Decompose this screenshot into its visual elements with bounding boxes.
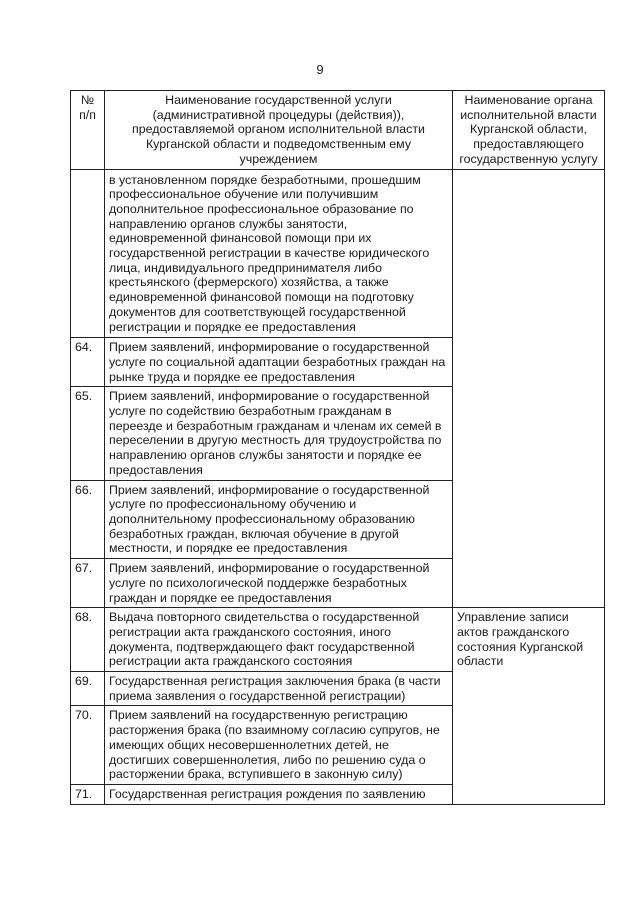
row-num	[71, 169, 105, 338]
header-name: Наименование государственной услуги (административной процедуры (действия)), предоставляемой органом исполнительной власти Курганской области и подведомственным ему учреждением	[105, 91, 453, 170]
row-num: 64.	[71, 338, 105, 387]
row-num: 70.	[71, 706, 105, 785]
row-name: Выдача повторного свидетельства о государственной регистрации акта гражданского состояния, иного документа, подтверждающего факт государственной регистрации акта гражданского состояния	[105, 608, 453, 672]
row-num: 69.	[71, 672, 105, 706]
row-name: Государственная регистрация заключения брака (в части приема заявления о государственной регистрации)	[105, 672, 453, 706]
table-row	[71, 608, 605, 672]
page-number: 9	[316, 62, 324, 77]
row-name: в установленном порядке безработными, прошедшим профессиональное обучение или получившим дополнительное профессиональное образование по направлению органов службы занятости, единовременной финансовой помощи при их государственной регистрации в качестве юридического лица, индивидуального предпринимателя либо крестьянского (фермерского) хозяйства, а также единовременной финансовой помощи на подготовку документов для соответствующей государственной регистрации и порядке ее предоставления	[105, 169, 453, 338]
header-num: № п/п	[71, 91, 105, 170]
table-row	[71, 169, 605, 338]
row-num: 66.	[71, 480, 105, 559]
header-org: Наименование органа исполнительной власти Курганской области, предоставляющего государственную услугу	[453, 91, 605, 170]
row-num: 65.	[71, 387, 105, 480]
row-num: 68.	[71, 608, 105, 672]
row-name: Прием заявлений, информирование о государственной услуге по профессиональному обучению и дополнительному профессиональному образованию безработных граждан, включая обучение в другой местности, и порядке ее предоставления	[105, 480, 453, 559]
row-num: 71.	[71, 784, 105, 804]
row-name: Прием заявлений на государственную регистрацию расторжения брака (по взаимному согласию супругов, не имеющих общих несовершеннолетних детей, не достигших совершеннолетия, либо по решению суда о расторжении брака, вступившего в законную силу)	[105, 706, 453, 785]
row-name: Прием заявлений, информирование о государственной услуге по содействию безработным гражданам в переезде и безработным гражданам и членам их семей в переселении в другую местность для трудоустройства по направлению органов службы занятости и порядке ее предоставления	[105, 387, 453, 480]
services-table	[70, 90, 605, 805]
row-org-employment	[453, 169, 605, 608]
row-name: Прием заявлений, информирование о государственной услуге по психологической поддержке безработных граждан и порядке ее предоставления	[105, 559, 453, 608]
row-org-zags: Управление записи актов гражданского состояния Курганской области	[453, 608, 605, 804]
row-name: Прием заявлений, информирование о государственной услуге по социальной адаптации безработных граждан на рынке труда и порядке ее предоставления	[105, 338, 453, 387]
table-header-row	[71, 91, 605, 170]
row-num: 67.	[71, 559, 105, 608]
row-name: Государственная регистрация рождения по заявлению	[105, 784, 453, 804]
